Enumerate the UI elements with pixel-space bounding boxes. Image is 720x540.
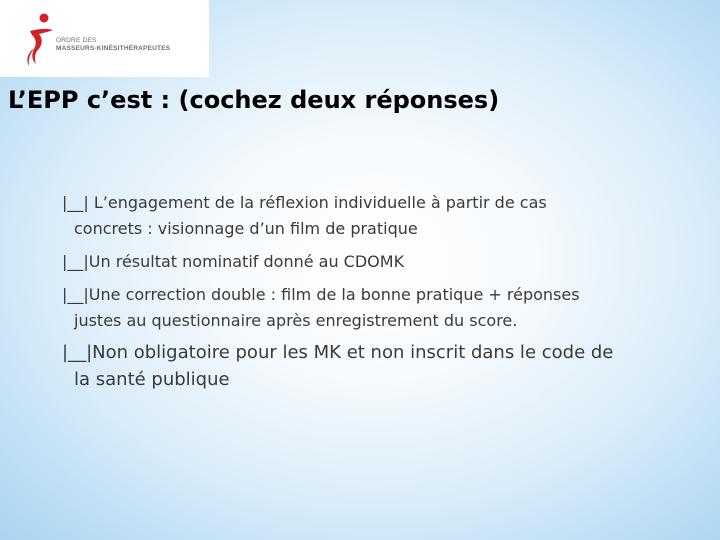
option-3[interactable] [62, 282, 580, 334]
logo-text [56, 37, 170, 53]
logo-line-2: MASSEURS-KINÉSITHÉRAPEUTES [56, 45, 171, 52]
option-1-line-2: concrets : visionnage d’un film de pratique [74, 219, 418, 238]
option-1-line-1: |__| L’engagement de la réflexion individuelle à partir de cas [62, 193, 547, 212]
slide-title: L’EPP c’est : (cochez deux réponses) [8, 86, 500, 114]
logo-figure-icon [24, 12, 56, 68]
option-2-line-1: |__|Un résultat nominatif donné au CDOMK [62, 252, 405, 271]
option-2[interactable] [62, 249, 404, 275]
option-4-line-2: la santé publique [74, 369, 230, 390]
option-3-line-2: justes au questionnaire après enregistrement du score. [74, 311, 518, 330]
option-1[interactable] [62, 190, 547, 242]
option-3-line-1: |__|Une correction double : film de la bonne pratique + réponses [62, 285, 580, 304]
logo [0, 0, 209, 77]
logo-line-1: ORDRE DES [56, 37, 97, 44]
option-4[interactable] [62, 339, 613, 393]
option-4-line-1: |__|Non obligatoire pour les MK et non inscrit dans le code de [62, 342, 614, 363]
